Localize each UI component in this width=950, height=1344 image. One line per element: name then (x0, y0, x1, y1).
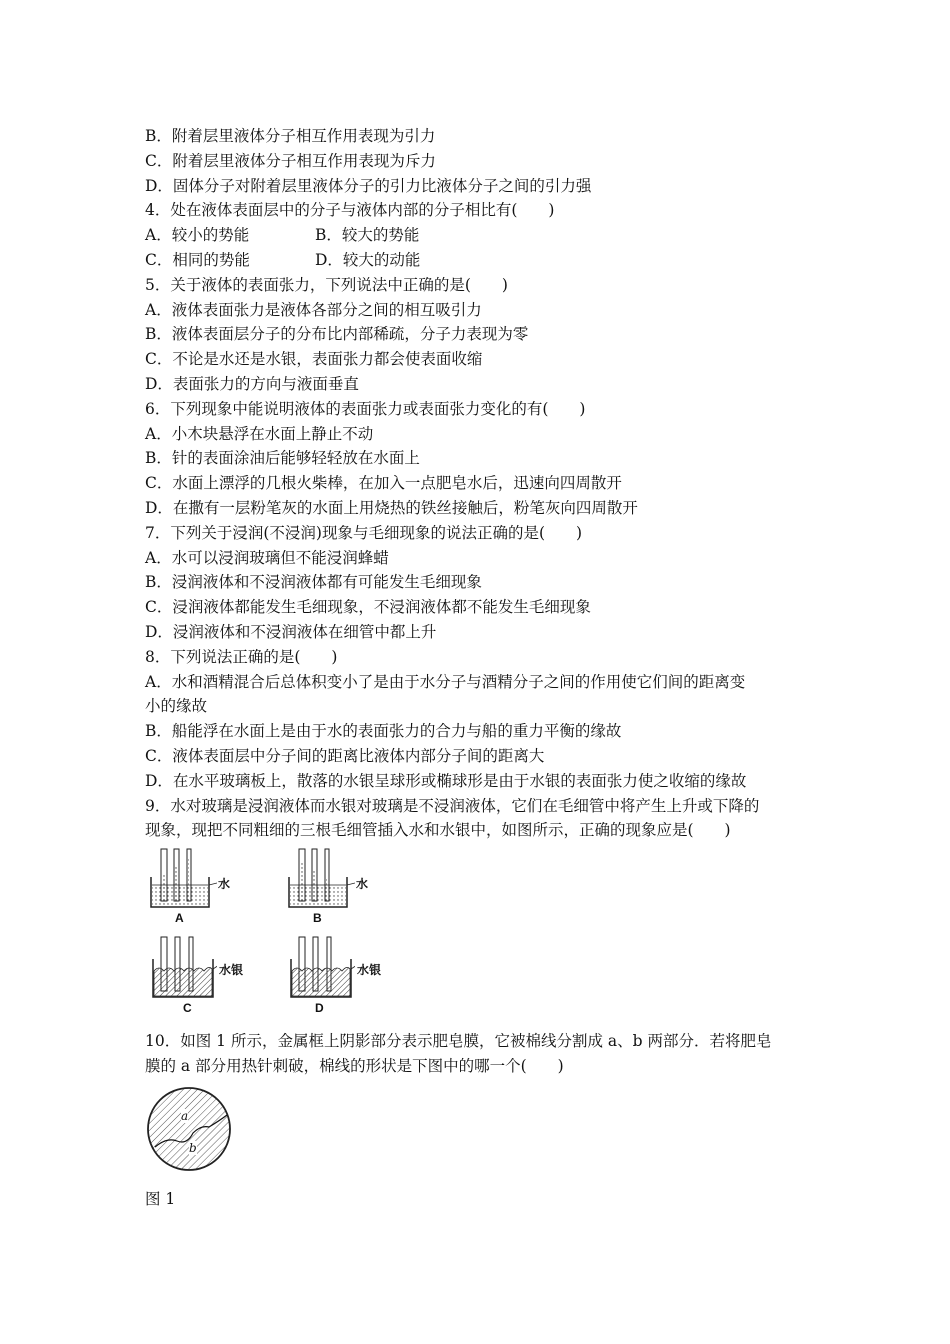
capillary-figure (145, 845, 815, 1025)
option-line-continued: 小的缘故 (145, 697, 208, 716)
option-line: D．固体分子对附着层里液体分子的引力比液体分子之间的引力强 (145, 176, 592, 195)
figure-letter-d: D (315, 1001, 324, 1016)
option-line: B．船能浮在水面上是由于水的表面张力的合力与船的重力平衡的缘故 (145, 722, 622, 741)
region-b-label: b (189, 1140, 197, 1155)
option-line: B．针的表面涂油后能够轻轻放在水面上 (145, 449, 420, 468)
water-label: 水 (356, 877, 369, 892)
option-line: D．在撒有一层粉笔灰的水面上用烧热的铁丝接触后，粉笔灰向四周散开 (145, 498, 638, 517)
option-d: D．较大的动能 (315, 250, 421, 269)
region-a-label: a (181, 1108, 189, 1123)
option-line: D．浸润液体和不浸润液体在细管中都上升 (145, 622, 437, 641)
option-line: C．水面上漂浮的几根火柴棒，在加入一点肥皂水后，迅速向四周散开 (145, 474, 622, 493)
question-10-stem-continued: 膜的 a 部分用热针刺破，棉线的形状是下图中的哪一个( ) (145, 1056, 564, 1075)
question-6-stem: 6．下列现象中能说明液体的表面张力或表面张力变化的有( ) (145, 399, 586, 418)
question-5-stem: 5．关于液体的表面张力，下列说法中正确的是( ) (145, 275, 508, 294)
beaker-mercury-c (147, 935, 217, 1001)
beaker-water-a (147, 847, 217, 911)
figure-letter-b: B (313, 911, 322, 926)
question-10-stem: 10．如图 1 所示，金属框上阴影部分表示肥皂膜，它被棉线分割成 a、b 两部分．若将肥皂 (145, 1032, 772, 1051)
mercury-label: 水银 (357, 963, 382, 978)
figure-letter-c: C (183, 1001, 192, 1016)
question-4-options-row-1 (145, 223, 815, 248)
water-label: 水 (218, 877, 231, 892)
option-line: A．水可以浸润玻璃但不能浸润蜂蜡 (145, 548, 389, 567)
option-line: A．水和酒精混合后总体积变小了是由于水分子与酒精分子之间的作用使它们间的距离变 (145, 672, 746, 691)
figure-letter-a: A (175, 911, 184, 926)
question-7-stem: 7．下列关于浸润(不浸润)现象与毛细现象的说法正确的是( ) (145, 523, 583, 542)
option-line: B．液体表面层分子的分布比内部稀疏，分子力表现为零 (145, 325, 529, 344)
mercury-label: 水银 (219, 963, 244, 978)
figure-caption: 图 1 (145, 1189, 176, 1208)
question-4-options-row-2 (145, 248, 815, 273)
option-c: C．相同的势能 (145, 250, 250, 269)
question-8-stem: 8．下列说法正确的是( ) (145, 647, 338, 666)
option-line: C．附着层里液体分子相互作用表现为斥力 (145, 151, 436, 170)
option-a: A．较小的势能 (145, 226, 250, 245)
beaker-mercury-d (285, 935, 355, 1001)
question-9-stem: 9．水对玻璃是浸润液体而水银对玻璃是不浸润液体，它们在毛细管中将产生上升或下降的 (145, 796, 760, 815)
option-line: B．浸润液体和不浸润液体都有可能发生毛细现象 (145, 573, 482, 592)
option-line: D．表面张力的方向与液面垂直 (145, 374, 359, 393)
option-line: C．不论是水还是水银，表面张力都会使表面收缩 (145, 350, 483, 369)
option-line: C．液体表面层中分子间的距离比液体内部分子间的距离大 (145, 746, 545, 765)
soap-film-figure (145, 1085, 815, 1175)
document-page (145, 124, 815, 1209)
option-line: A．液体表面张力是液体各部分之间的相互吸引力 (145, 300, 482, 319)
question-4-stem: 4．处在液体表面层中的分子与液体内部的分子相比有( ) (145, 201, 555, 220)
soap-film-circle-icon (145, 1085, 235, 1175)
option-line: A．小木块悬浮在水面上静止不动 (145, 424, 374, 443)
option-line: C．浸润液体都能发生毛细现象，不浸润液体都不能发生毛细现象 (145, 598, 591, 617)
option-line: B．附着层里液体分子相互作用表现为引力 (145, 127, 436, 145)
question-9-stem-continued: 现象，现把不同粗细的三根毛细管插入水和水银中，如图所示，正确的现象应是( ) (145, 821, 731, 840)
option-line: D．在水平玻璃板上，散落的水银呈球形或椭球形是由于水银的表面张力使之收缩的缘故 (145, 771, 747, 790)
option-b: B．较大的势能 (315, 226, 420, 245)
beaker-water-b (285, 847, 355, 911)
